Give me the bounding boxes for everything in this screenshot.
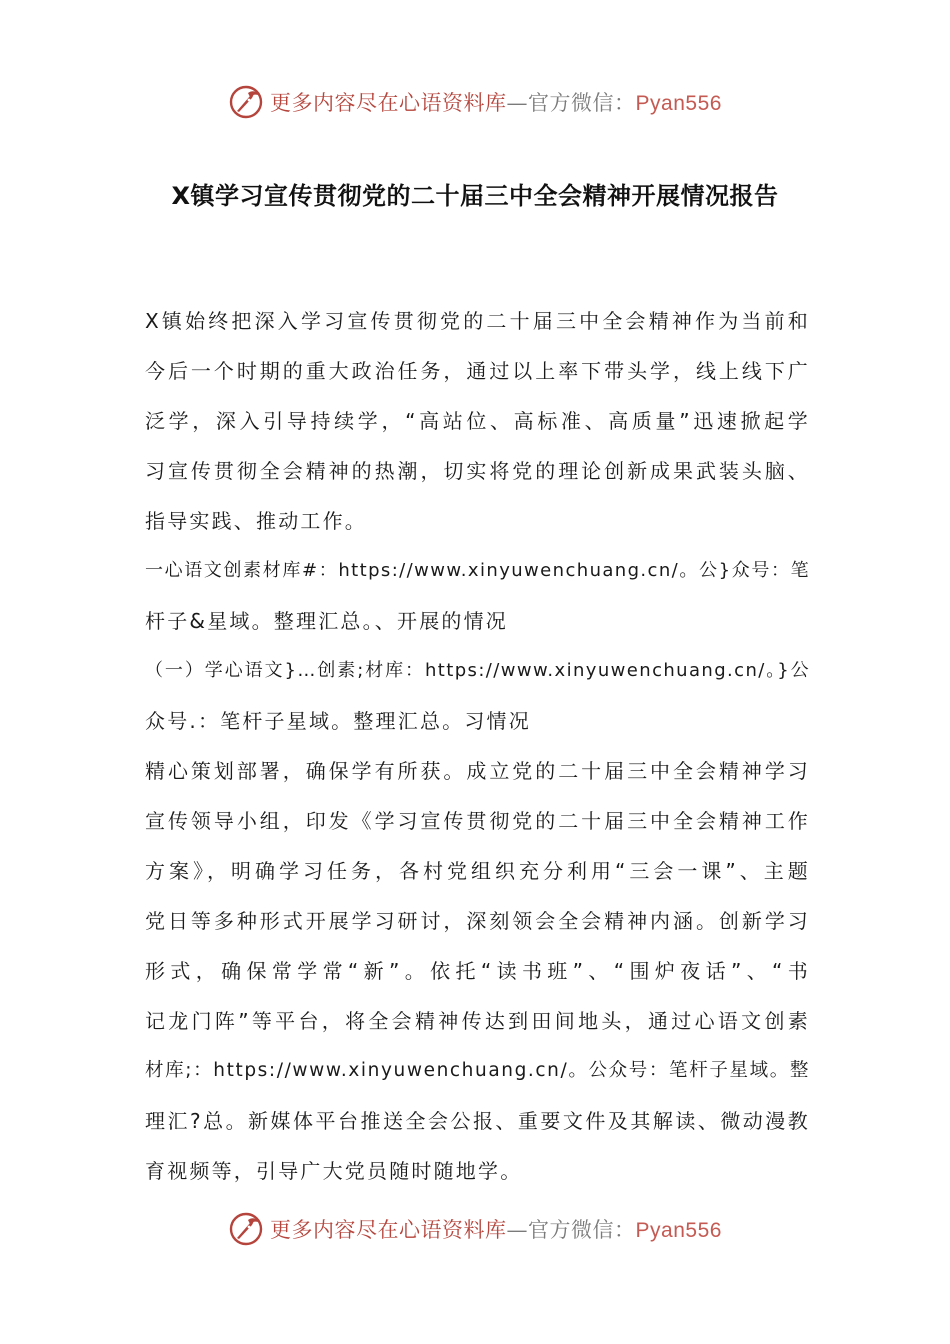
body-line: 今后一个时期的重大政治任务，通过以上率下带头学，线上线下广 <box>145 359 810 383</box>
watermark-sub: 官方微信： <box>528 91 636 115</box>
watermark-wechat-id: Pyan556 <box>635 92 722 115</box>
body-line: 杆子&星域。整理汇总。、开展的情况 <box>145 609 508 633</box>
body-line: 育视频等，引导广大党员随时随地学。 <box>145 1159 523 1183</box>
document-title: X镇学习宣传贯彻党的二十届三中全会精神开展情况报告 <box>171 182 779 210</box>
watermark-dash: — <box>506 1218 529 1242</box>
body-line: 指导实践、推动工作。 <box>145 509 367 533</box>
body-line: X镇始终把深入学习宣传贯彻党的二十届三中全会精神作为当前和 <box>145 309 810 333</box>
header-watermark-banner <box>0 80 950 124</box>
watermark-dash: — <box>506 91 529 115</box>
body-line: 宣传领导小组，印发《学习宣传贯彻党的二十届三中全会精神工作 <box>145 809 810 833</box>
body-line: 理汇?总。新媒体平台推送全会公报、重要文件及其解读、微动漫教 <box>145 1109 810 1133</box>
watermark-text <box>270 1214 722 1244</box>
body-line: 党日等多种形式开展学习研讨，深刻领会全会精神内涵。创新学习 <box>145 909 810 933</box>
watermark-text <box>270 87 722 117</box>
body-line-with-link: （一）学心语文}…创素;材库：https://www.xinyuwenchuang.cn/。}公 <box>145 660 810 681</box>
body-line: 方案》，明确学习任务，各村党组织充分利用“三会一课”、主题 <box>145 859 810 883</box>
watermark-main: 更多内容尽在心语资料库 <box>270 91 507 115</box>
body-line: 习宣传贯彻全会精神的热潮，切实将党的理论创新成果武装头脑、 <box>145 459 810 483</box>
body-line: 众号.：笔杆子星域。整理汇总。习情况 <box>145 709 531 733</box>
body-line: 精心策划部署，确保学有所获。成立党的二十届三中全会精神学习 <box>145 759 810 783</box>
body-line-with-link: 材库;：https://www.xinyuwenchuang.cn/。公众号：笔杆子星域。整 <box>145 1060 810 1081</box>
pen-nib-icon <box>228 1211 264 1247</box>
body-line: 记龙门阵”等平台，将全会精神传达到田间地头，通过心语文创素 <box>145 1009 810 1033</box>
watermark-main: 更多内容尽在心语资料库 <box>270 1218 507 1242</box>
body-line: 泛学，深入引导持续学，“高站位、高标准、高质量”迅速掀起学 <box>145 409 810 433</box>
watermark-sub: 官方微信： <box>528 1218 636 1242</box>
body-line: 形式，确保常学常“新”。依托“读书班”、“围炉夜话”、“书 <box>145 959 810 983</box>
pen-nib-icon <box>228 84 264 120</box>
body-line-with-link: 一心语文创素材库#：https://www.xinyuwenchuang.cn/。公}众号：笔 <box>145 560 810 581</box>
document-body <box>145 296 810 1196</box>
watermark-wechat-id: Pyan556 <box>635 1219 722 1242</box>
footer-watermark-banner <box>0 1207 950 1251</box>
